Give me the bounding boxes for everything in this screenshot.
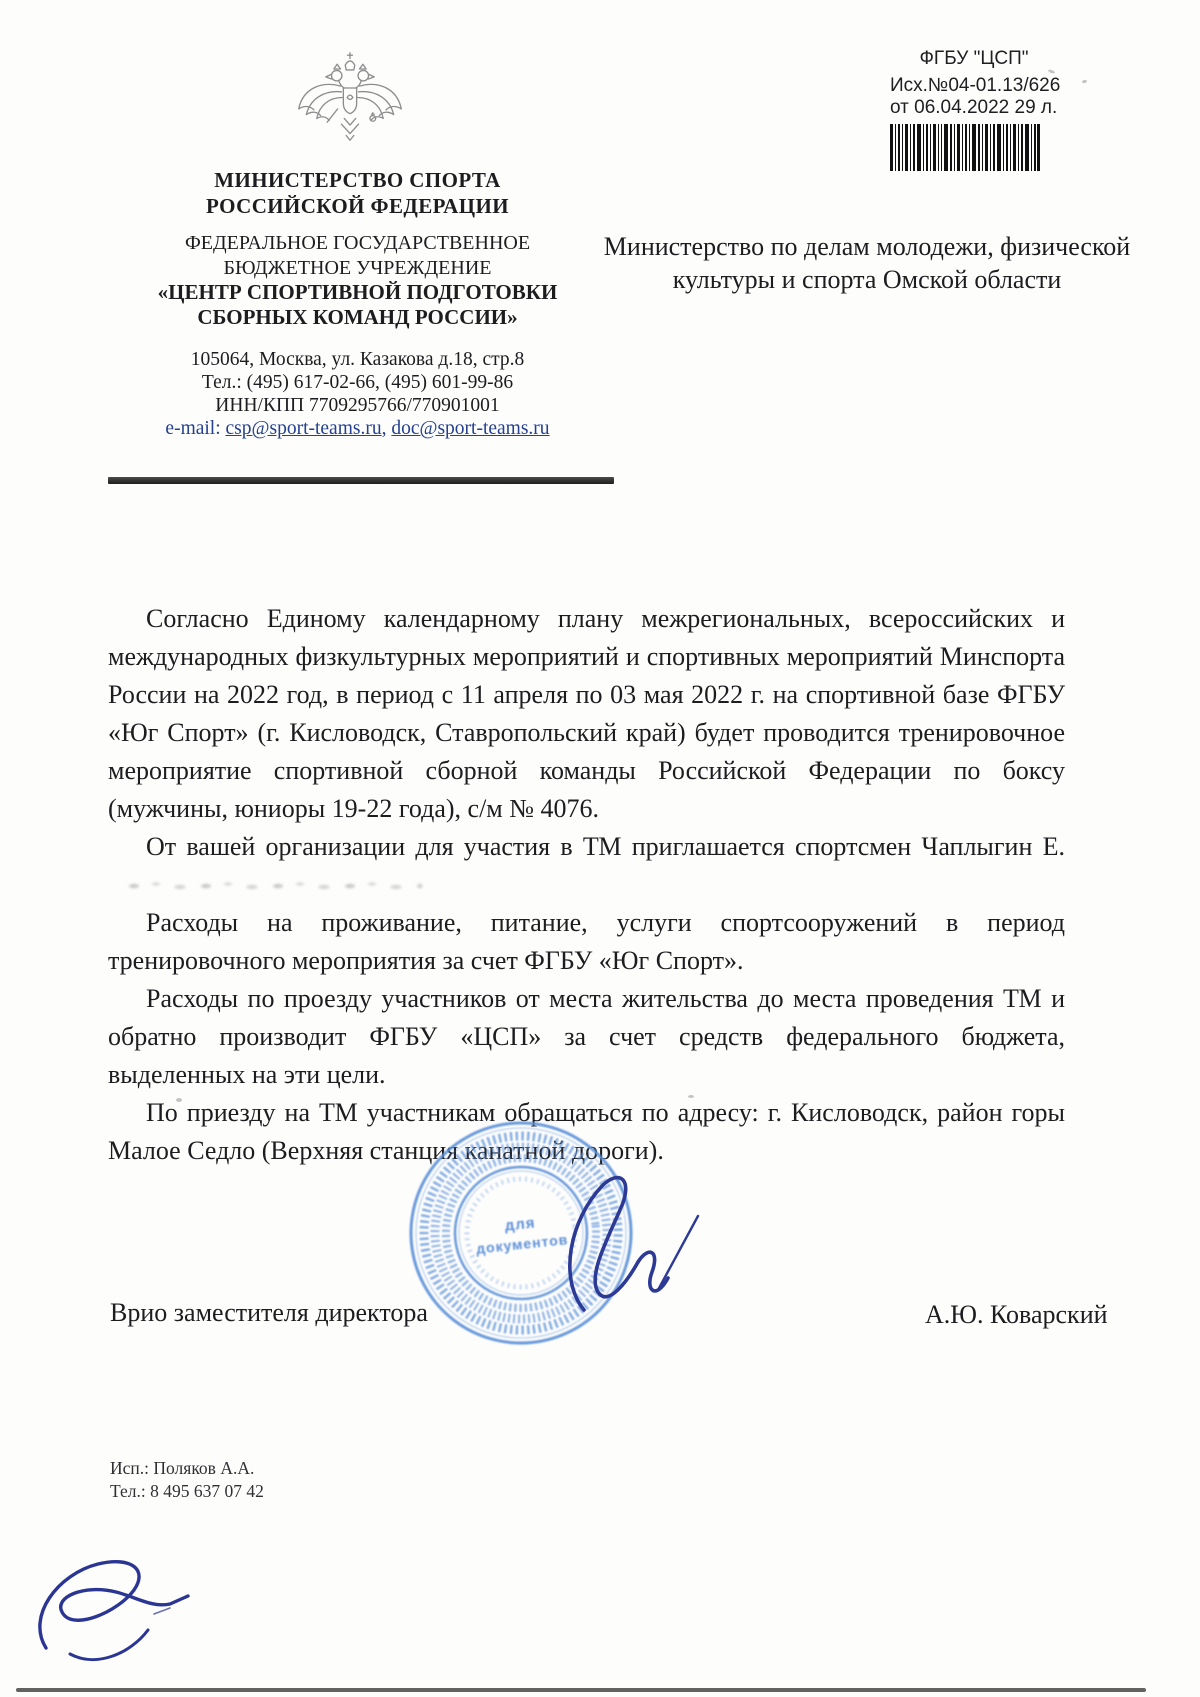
email-separator: , bbox=[381, 418, 392, 439]
org-name-line2: СБОРНЫХ КОМАНД РОССИИ» bbox=[197, 304, 518, 329]
executor-paraph-ink bbox=[24, 1550, 202, 1678]
org-email-line bbox=[100, 417, 615, 440]
signer-name: А.Ю. Коварский bbox=[925, 1300, 1108, 1329]
email-address-1: csp@sport-teams.ru bbox=[225, 418, 382, 439]
organization-contacts bbox=[100, 348, 615, 440]
org-phone: Тел.: (495) 617-02-66, (495) 601-99-86 bbox=[201, 372, 514, 393]
executor-phone-line: Тел.: 8 495 637 07 42 bbox=[110, 1481, 264, 1501]
paragraph-2 bbox=[108, 828, 1065, 904]
org-name-line1: «ЦЕНТР СПОРТИВНОЙ ПОДГОТОВКИ bbox=[157, 280, 558, 304]
barcode bbox=[890, 124, 1040, 171]
scan-speck bbox=[176, 1098, 182, 1102]
org-address: 105064, Москва, ул. Казакова д.18, стр.8 bbox=[190, 349, 525, 370]
registration-stamp-block bbox=[890, 48, 1061, 171]
paragraph-2-text: От вашей организации для участия в ТМ приглашается спортсмен Чаплыгин Е. bbox=[146, 832, 1065, 861]
org-type-line2: БЮДЖЕТНОЕ УЧРЕЖДЕНИЕ bbox=[223, 256, 492, 279]
signature-ink bbox=[550, 1158, 712, 1330]
stamp-center-text-line1: для bbox=[503, 1214, 537, 1235]
stamp-center-text-line2: документов bbox=[475, 1231, 569, 1257]
paragraph-1: Согласно Единому календарному плану межрегиональных, всероссийских и международных физкультурных мероприятий и спортивных мероприятий Минспорта России на 2022 год, в период с 11 апреля по 03 мая 2022 г. на спортивной базе ФГБУ «Юг Спорт» (г. Кисловодск, Ставропольский край) будет проводится тренировочное мероприятие спортивной сборной команды Российской Федерации по боксу (мужчины, юниоры 19-22 года), с/м № 4076. bbox=[108, 604, 1065, 823]
redacted-text-smudge bbox=[122, 878, 422, 893]
russian-coat-of-arms-icon bbox=[293, 50, 407, 164]
email-address-2: doc@sport-teams.ru bbox=[391, 418, 550, 439]
email-label: e-mail: bbox=[165, 418, 226, 439]
scan-speck bbox=[688, 1095, 694, 1098]
paragraph-3: Расходы на проживание, питание, услуги спортсооружений в период тренировочного мероприятия за счет ФГБУ «Юг Спорт». bbox=[108, 908, 1065, 975]
reg-org-short: ФГБУ "ЦСП" bbox=[919, 48, 1029, 69]
paragraph-5: По приезду на ТМ участникам обращаться по адресу: г. Кисловодск, район горы Малое Седло (Верхняя станция канатной дороги). bbox=[108, 1098, 1065, 1165]
ministry-name bbox=[100, 167, 615, 219]
org-inn-kpp: ИНН/КПП 7709295766/770901001 bbox=[215, 395, 500, 416]
letterhead bbox=[100, 50, 615, 440]
paragraph-4: Расходы по проезду участников от места жительства до места проведения ТМ и обратно производит ФГБУ «ЦСП» за счет средств федерального бюджета, выделенных на эти цели. bbox=[108, 984, 1065, 1089]
ministry-name-line1: МИНИСТЕРСТВО СПОРТА bbox=[214, 168, 501, 192]
org-type-line1: ФЕДЕРАЛЬНОЕ ГОСУДАРСТВЕННОЕ bbox=[184, 232, 531, 254]
executor-block bbox=[110, 1457, 264, 1503]
ministry-name-line2: РОССИЙСКОЙ ФЕДЕРАЦИИ bbox=[206, 194, 509, 218]
scan-speck bbox=[1082, 79, 1088, 83]
reg-outgoing-number: Исх.№04-01.13/626 bbox=[890, 75, 1061, 96]
letterhead-divider bbox=[108, 477, 614, 484]
letter-body bbox=[108, 600, 1065, 1170]
executor-name-line: Исп.: Поляков А.А. bbox=[110, 1458, 255, 1478]
recipient-address: Министерство по делам молодежи, физической культуры и спорта Омской области bbox=[603, 232, 1131, 294]
organization-name bbox=[100, 231, 615, 329]
signer-position: Врио заместителя директора bbox=[110, 1298, 428, 1327]
scan-edge-artifact bbox=[16, 1688, 1146, 1692]
reg-date-line: от 06.04.2022 29 л. bbox=[890, 97, 1058, 118]
